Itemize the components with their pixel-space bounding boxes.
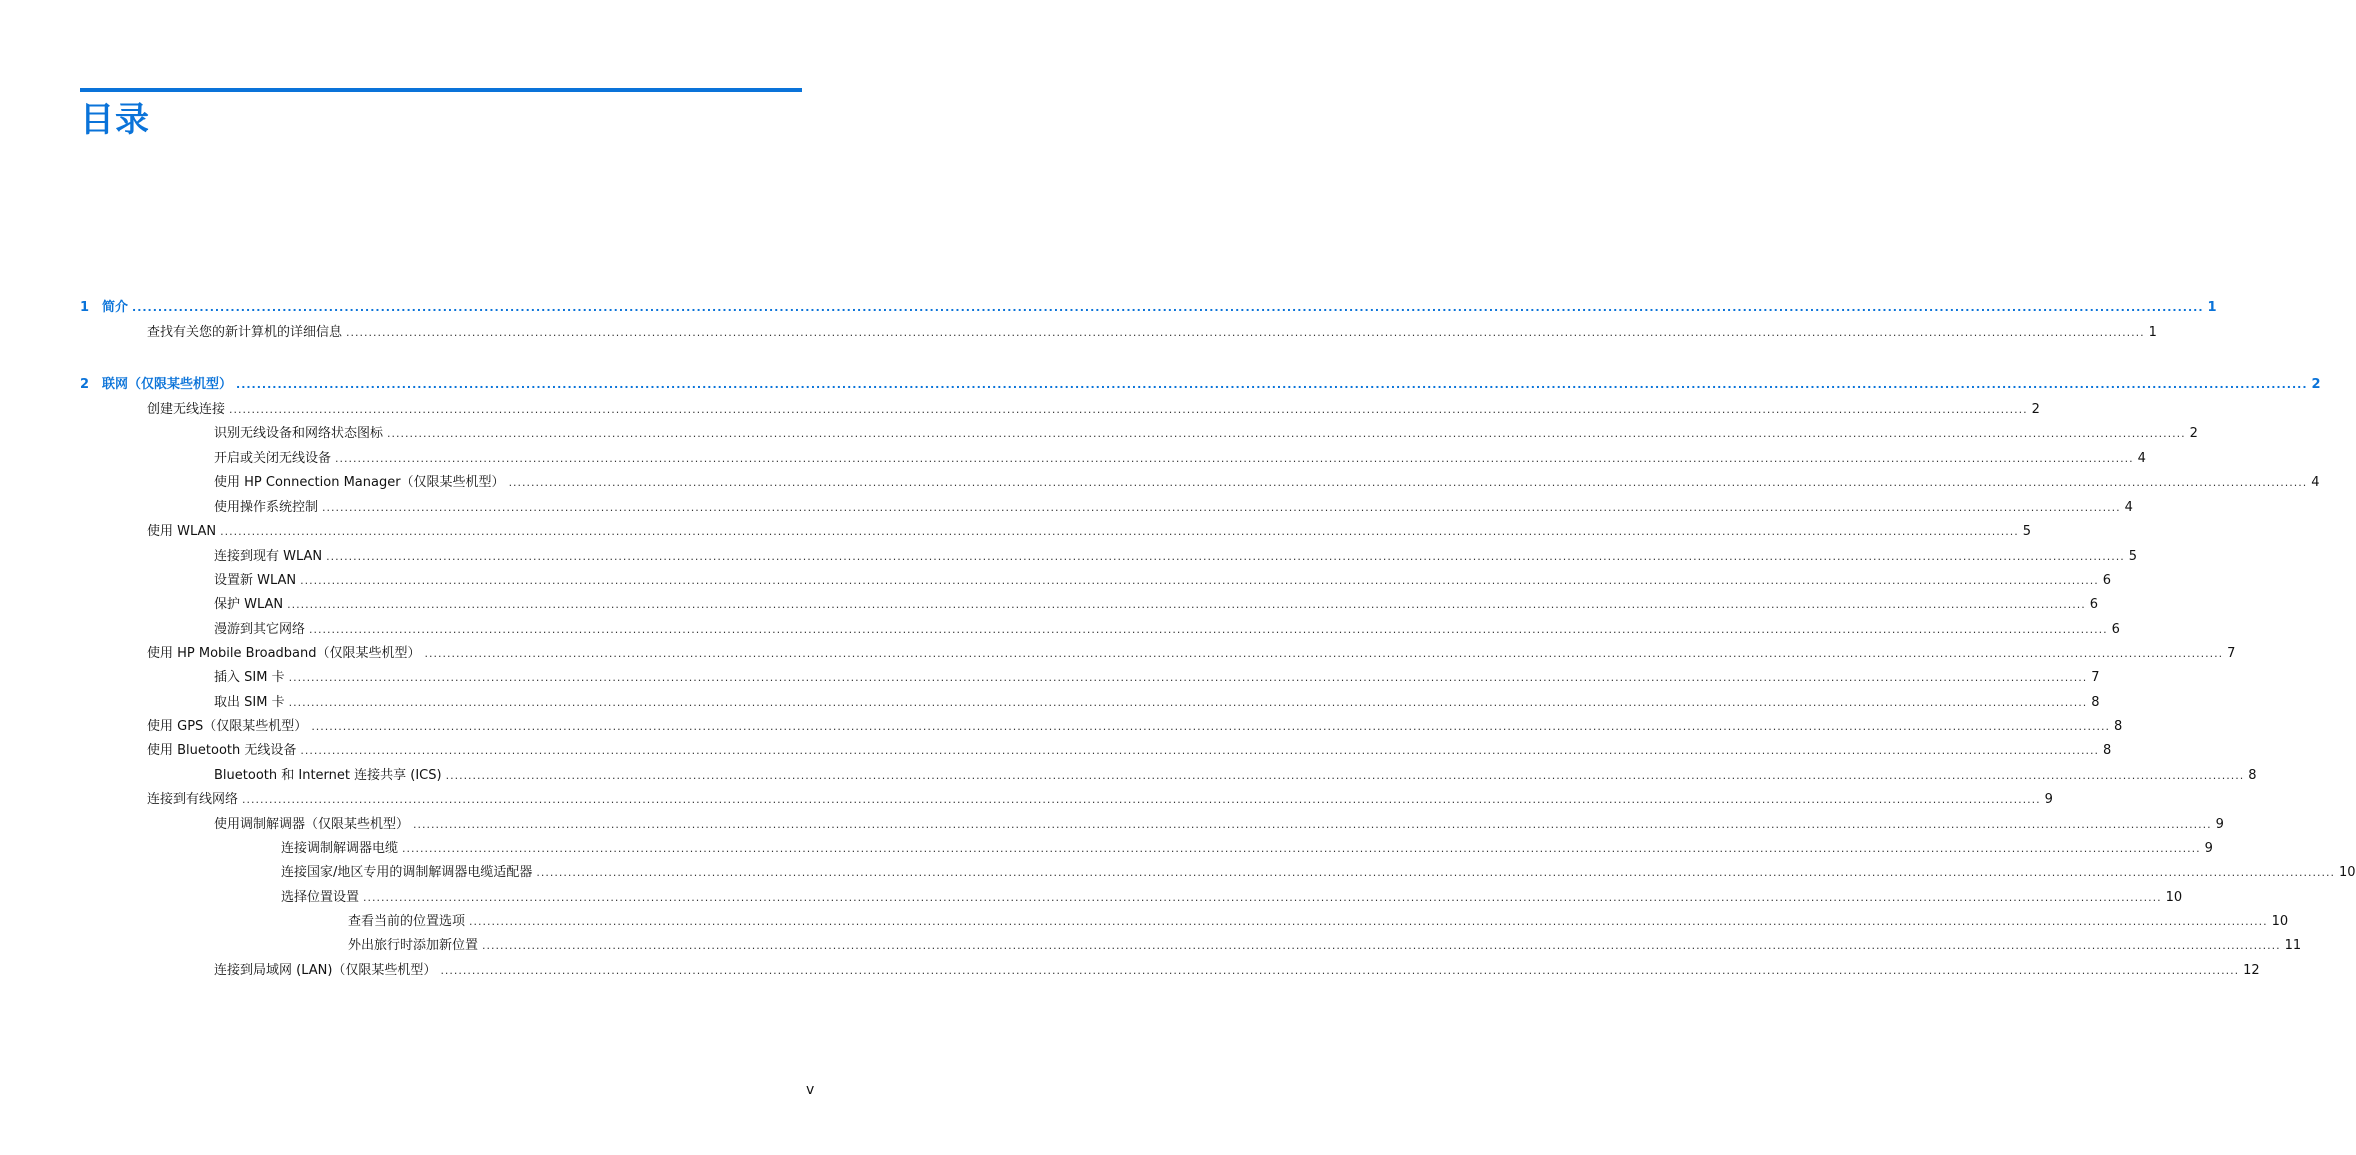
dot-leader: ................................................................................................................................................................................................................................................................................................................................................................................................................ bbox=[288, 671, 2088, 684]
toc-entry-label bbox=[147, 715, 307, 739]
toc-page-number: 5 bbox=[2128, 549, 2138, 564]
toc-entry-text: 保护 WLAN bbox=[214, 597, 284, 612]
toc-page-number: 2 bbox=[2031, 402, 2040, 417]
dot-leader: ................................................................................................................................................................................................................................................................................................................................................................................................................ bbox=[322, 501, 2121, 514]
toc-entry-text: 使用 HP Mobile Broadband（仅限某些机型） bbox=[147, 646, 421, 661]
dot-leader: ................................................................................................................................................................................................................................................................................................................................................................................................................ bbox=[482, 939, 2281, 952]
toc-entry-label bbox=[80, 296, 128, 320]
dot-leader: ................................................................................................................................................................................................................................................................................................................................................................................................................ bbox=[236, 378, 2308, 391]
toc-entry[interactable] bbox=[147, 520, 2032, 544]
toc-entry-text: 插入 SIM 卡 bbox=[214, 670, 285, 685]
toc-page-number: 4 bbox=[2124, 500, 2133, 515]
dot-leader: ................................................................................................................................................................................................................................................................................................................................................................................................................ bbox=[413, 818, 2212, 831]
toc-entry-text: 使用 Bluetooth 无线设备 bbox=[147, 743, 297, 758]
chapter-number: 1 bbox=[80, 300, 90, 315]
toc-entry-text: 连接到有线网络 bbox=[147, 792, 239, 807]
toc-entry[interactable] bbox=[214, 618, 2120, 642]
dot-leader: ................................................................................................................................................................................................................................................................................................................................................................................................................ bbox=[242, 793, 2041, 806]
toc-entry-label bbox=[147, 321, 342, 345]
toc-page-number: 8 bbox=[2091, 695, 2100, 710]
toc-entry-label bbox=[147, 398, 225, 422]
dot-leader: ................................................................................................................................................................................................................................................................................................................................................................................................................ bbox=[288, 696, 2088, 709]
toc-entry-label bbox=[214, 618, 305, 642]
toc-entry-label bbox=[147, 739, 296, 763]
dot-leader: ................................................................................................................................................................................................................................................................................................................................................................................................................ bbox=[363, 891, 2162, 904]
toc-page-number: 8 bbox=[2248, 768, 2257, 783]
toc-chapter[interactable] bbox=[80, 296, 2217, 320]
toc-page-number: 4 bbox=[2137, 451, 2146, 466]
toc-entry-text: 创建无线连接 bbox=[147, 402, 226, 417]
toc-entry-label bbox=[214, 496, 318, 520]
toc-page-number: 10 bbox=[2165, 890, 2183, 905]
toc-entry-label bbox=[214, 447, 331, 471]
toc-page-number: 9 bbox=[2044, 792, 2053, 807]
dot-leader: ................................................................................................................................................................................................................................................................................................................................................................................................................ bbox=[440, 964, 2240, 977]
toc-entry-label bbox=[281, 861, 532, 885]
dot-leader: ................................................................................................................................................................................................................................................................................................................................................................................................................ bbox=[229, 403, 2028, 416]
toc-entry[interactable] bbox=[214, 813, 2224, 837]
toc-entry-text: 使用调制解调器（仅限某些机型） bbox=[214, 817, 410, 832]
dot-leader: ................................................................................................................................................................................................................................................................................................................................................................................................................ bbox=[445, 769, 2245, 782]
toc-entry[interactable] bbox=[214, 422, 2198, 446]
dot-leader: ................................................................................................................................................................................................................................................................................................................................................................................................................ bbox=[387, 427, 2186, 440]
toc-page-number: 7 bbox=[2091, 670, 2100, 685]
toc-entry[interactable] bbox=[348, 934, 2302, 958]
toc-entry-label bbox=[214, 471, 505, 495]
dot-leader: ................................................................................................................................................................................................................................................................................................................................................................................................................ bbox=[469, 915, 2268, 928]
toc-entry[interactable] bbox=[281, 861, 2356, 885]
toc-page-number: 6 bbox=[2111, 622, 2120, 637]
toc-entry[interactable] bbox=[147, 321, 2157, 345]
dot-leader: ................................................................................................................................................................................................................................................................................................................................................................................................................ bbox=[132, 301, 2204, 314]
toc-entry-label bbox=[80, 373, 232, 397]
toc-entry-text: 漫游到其它网络 bbox=[214, 622, 306, 637]
toc-entry-text: 选择位置设置 bbox=[281, 890, 360, 905]
dot-leader: ................................................................................................................................................................................................................................................................................................................................................................................................................ bbox=[424, 647, 2224, 660]
toc-entry[interactable] bbox=[281, 886, 2183, 910]
toc-entry-text: Bluetooth 和 Internet 连接共享 (ICS) bbox=[214, 768, 442, 783]
toc-entry[interactable] bbox=[348, 910, 2289, 934]
toc-entry[interactable] bbox=[214, 471, 2320, 495]
toc-entry[interactable] bbox=[147, 788, 2053, 812]
dot-leader: ................................................................................................................................................................................................................................................................................................................................................................................................................ bbox=[346, 326, 2145, 339]
toc-page-number: 6 bbox=[2089, 597, 2099, 612]
toc-entry-text: 识别无线设备和网络状态图标 bbox=[214, 426, 384, 441]
toc-entry-text: 设置新 WLAN bbox=[214, 573, 297, 588]
toc-page-number: 9 bbox=[2204, 841, 2213, 856]
toc-entry-text: 简介 bbox=[102, 300, 129, 315]
toc-entry[interactable] bbox=[281, 837, 2213, 861]
toc-page-number: 8 bbox=[2103, 743, 2112, 758]
toc-entry-text: 使用 WLAN bbox=[147, 524, 217, 539]
toc-entry-text: 查看当前的位置选项 bbox=[348, 914, 466, 929]
toc-page-number: 1 bbox=[2148, 325, 2157, 340]
toc-entry-label bbox=[214, 593, 283, 617]
toc-entry-label bbox=[147, 788, 238, 812]
toc-page-number: 5 bbox=[2022, 524, 2032, 539]
toc-entry-label bbox=[281, 837, 398, 861]
dot-leader: ................................................................................................................................................................................................................................................................................................................................................................................................................ bbox=[402, 842, 2201, 855]
toc-page-number: 1 bbox=[2207, 300, 2217, 315]
toc-entry-label bbox=[147, 520, 216, 544]
dot-leader: ................................................................................................................................................................................................................................................................................................................................................................................................................ bbox=[309, 623, 2108, 636]
toc-page-number: 4 bbox=[2311, 475, 2320, 490]
toc-entry[interactable] bbox=[147, 642, 2236, 666]
toc-entry-label bbox=[214, 764, 442, 788]
dot-leader: ................................................................................................................................................................................................................................................................................................................................................................................................................ bbox=[326, 550, 2125, 563]
toc-entry-text: 使用 HP Connection Manager（仅限某些机型） bbox=[214, 475, 505, 490]
dot-leader: ................................................................................................................................................................................................................................................................................................................................................................................................................ bbox=[287, 598, 2086, 611]
toc-entry[interactable] bbox=[147, 739, 2112, 763]
toc-entry-text: 使用 GPS（仅限某些机型） bbox=[147, 719, 308, 734]
page-number: v bbox=[806, 1082, 815, 1098]
toc-entry[interactable] bbox=[214, 764, 2257, 788]
dot-leader: ................................................................................................................................................................................................................................................................................................................................................................................................................ bbox=[536, 866, 2336, 879]
dot-leader: ................................................................................................................................................................................................................................................................................................................................................................................................................ bbox=[508, 476, 2308, 489]
toc-entry[interactable] bbox=[214, 496, 2133, 520]
toc-page-number: 7 bbox=[2227, 646, 2236, 661]
toc-page-number: 6 bbox=[2102, 573, 2112, 588]
chapter-number: 2 bbox=[80, 377, 90, 392]
toc-entry-text: 查找有关您的新计算机的详细信息 bbox=[147, 325, 343, 340]
toc-page-number: 8 bbox=[2113, 719, 2123, 734]
title-rule bbox=[80, 88, 802, 92]
toc-entry-text: 取出 SIM 卡 bbox=[214, 695, 285, 710]
dot-leader: ................................................................................................................................................................................................................................................................................................................................................................................................................ bbox=[300, 574, 2099, 587]
toc-entry-text: 连接调制解调器电缆 bbox=[281, 841, 399, 856]
toc-entry-text: 连接到现有 WLAN bbox=[214, 549, 323, 564]
toc-entry-label bbox=[147, 642, 421, 666]
toc-chapter[interactable] bbox=[80, 373, 2321, 397]
toc-entry[interactable] bbox=[214, 447, 2146, 471]
toc-entry[interactable] bbox=[214, 545, 2138, 569]
toc-entry-label bbox=[214, 691, 285, 715]
toc-entry-label bbox=[214, 422, 383, 446]
toc-page-number: 10 bbox=[2271, 914, 2289, 929]
toc-entry-label bbox=[348, 934, 478, 958]
toc-entry-text: 连接到局域网 (LAN)（仅限某些机型） bbox=[214, 963, 437, 978]
toc-page-number: 12 bbox=[2243, 963, 2260, 978]
toc-page-number: 2 bbox=[2189, 426, 2198, 441]
toc-entry-label bbox=[214, 569, 296, 593]
toc-page-number: 10 bbox=[2339, 865, 2356, 880]
toc-entry[interactable] bbox=[214, 959, 2260, 983]
toc-entry[interactable] bbox=[214, 691, 2100, 715]
dot-leader: ................................................................................................................................................................................................................................................................................................................................................................................................................ bbox=[311, 720, 2110, 733]
toc-entry[interactable] bbox=[214, 666, 2100, 690]
toc-entry-label bbox=[348, 910, 465, 934]
toc-entry-text: 使用操作系统控制 bbox=[214, 500, 319, 515]
toc-entry-label bbox=[214, 545, 322, 569]
dot-leader: ................................................................................................................................................................................................................................................................................................................................................................................................................ bbox=[335, 452, 2134, 465]
toc-entry-text: 联网（仅限某些机型） bbox=[102, 377, 233, 392]
toc-entry[interactable] bbox=[214, 569, 2112, 593]
toc-entry[interactable] bbox=[147, 715, 2123, 739]
dot-leader: ................................................................................................................................................................................................................................................................................................................................................................................................................ bbox=[300, 744, 2100, 757]
toc-entry-label bbox=[214, 813, 409, 837]
toc-entry[interactable] bbox=[214, 593, 2099, 617]
toc-entry-text: 连接国家/地区专用的调制解调器电缆适配器 bbox=[281, 865, 533, 880]
toc-page-number: 9 bbox=[2215, 817, 2224, 832]
toc-entry-text: 外出旅行时添加新位置 bbox=[348, 938, 479, 953]
toc-entry-label bbox=[214, 959, 436, 983]
dot-leader: ................................................................................................................................................................................................................................................................................................................................................................................................................ bbox=[220, 525, 2019, 538]
toc-entry-label bbox=[281, 886, 359, 910]
toc-page-number: 11 bbox=[2284, 938, 2302, 953]
toc-entry-label bbox=[214, 666, 285, 690]
page-title: 目录 bbox=[80, 100, 150, 140]
toc-page-number: 2 bbox=[2311, 377, 2321, 392]
toc-entry-text: 开启或关闭无线设备 bbox=[214, 451, 332, 466]
toc-entry[interactable] bbox=[147, 398, 2040, 422]
